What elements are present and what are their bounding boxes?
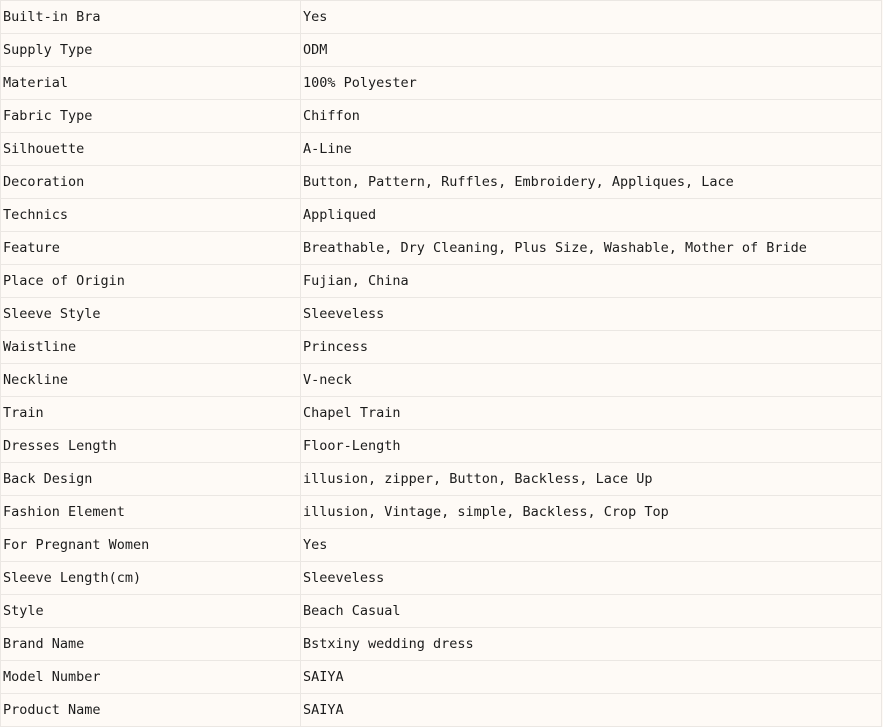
spec-key: Sleeve Length(cm) xyxy=(1,562,301,595)
table-row xyxy=(1,430,882,463)
spec-key: Supply Type xyxy=(1,34,301,67)
spec-key: Neckline xyxy=(1,364,301,397)
spec-key: Feature xyxy=(1,232,301,265)
spec-key: Model Number xyxy=(1,661,301,694)
spec-key: Material xyxy=(1,67,301,100)
spec-key: Fashion Element xyxy=(1,496,301,529)
spec-value: Yes xyxy=(301,529,882,562)
table-row xyxy=(1,133,882,166)
spec-value: Sleeveless xyxy=(301,298,882,331)
spec-value: Floor-Length xyxy=(301,430,882,463)
table-row xyxy=(1,166,882,199)
spec-value: illusion, zipper, Button, Backless, Lace Up xyxy=(301,463,882,496)
table-row xyxy=(1,331,882,364)
spec-value: Sleeveless xyxy=(301,562,882,595)
spec-value: Chiffon xyxy=(301,100,882,133)
table-row xyxy=(1,694,882,727)
table-row xyxy=(1,397,882,430)
spec-key: Style xyxy=(1,595,301,628)
table-row xyxy=(1,1,882,34)
spec-value: Appliqued xyxy=(301,199,882,232)
spec-key: Decoration xyxy=(1,166,301,199)
spec-value: ODM xyxy=(301,34,882,67)
spec-value: Fujian, China xyxy=(301,265,882,298)
spec-key: Technics xyxy=(1,199,301,232)
spec-value: Button, Pattern, Ruffles, Embroidery, Appliques, Lace xyxy=(301,166,882,199)
spec-key: Brand Name xyxy=(1,628,301,661)
table-row xyxy=(1,100,882,133)
table-row xyxy=(1,364,882,397)
table-row xyxy=(1,628,882,661)
spec-key: Train xyxy=(1,397,301,430)
table-row xyxy=(1,298,882,331)
spec-key: Sleeve Style xyxy=(1,298,301,331)
spec-value: Bstxiny wedding dress xyxy=(301,628,882,661)
spec-key: Fabric Type xyxy=(1,100,301,133)
spec-value: Princess xyxy=(301,331,882,364)
table-row xyxy=(1,529,882,562)
spec-key: Back Design xyxy=(1,463,301,496)
table-row xyxy=(1,463,882,496)
spec-value: illusion, Vintage, simple, Backless, Crop Top xyxy=(301,496,882,529)
spec-value: V-neck xyxy=(301,364,882,397)
table-row xyxy=(1,562,882,595)
table-row xyxy=(1,232,882,265)
table-row xyxy=(1,34,882,67)
table-row xyxy=(1,496,882,529)
spec-table-body xyxy=(1,1,882,727)
table-row xyxy=(1,67,882,100)
spec-key: Product Name xyxy=(1,694,301,727)
spec-value: Beach Casual xyxy=(301,595,882,628)
spec-key: For Pregnant Women xyxy=(1,529,301,562)
spec-value: Breathable, Dry Cleaning, Plus Size, Washable, Mother of Bride xyxy=(301,232,882,265)
spec-key: Built-in Bra xyxy=(1,1,301,34)
spec-value: Chapel Train xyxy=(301,397,882,430)
table-row xyxy=(1,265,882,298)
spec-key: Silhouette xyxy=(1,133,301,166)
spec-value: SAIYA xyxy=(301,661,882,694)
spec-key: Dresses Length xyxy=(1,430,301,463)
spec-value: 100% Polyester xyxy=(301,67,882,100)
spec-value: A-Line xyxy=(301,133,882,166)
table-row xyxy=(1,661,882,694)
spec-key: Waistline xyxy=(1,331,301,364)
spec-value: SAIYA xyxy=(301,694,882,727)
spec-key: Place of Origin xyxy=(1,265,301,298)
spec-value: Yes xyxy=(301,1,882,34)
table-row xyxy=(1,199,882,232)
table-row xyxy=(1,595,882,628)
